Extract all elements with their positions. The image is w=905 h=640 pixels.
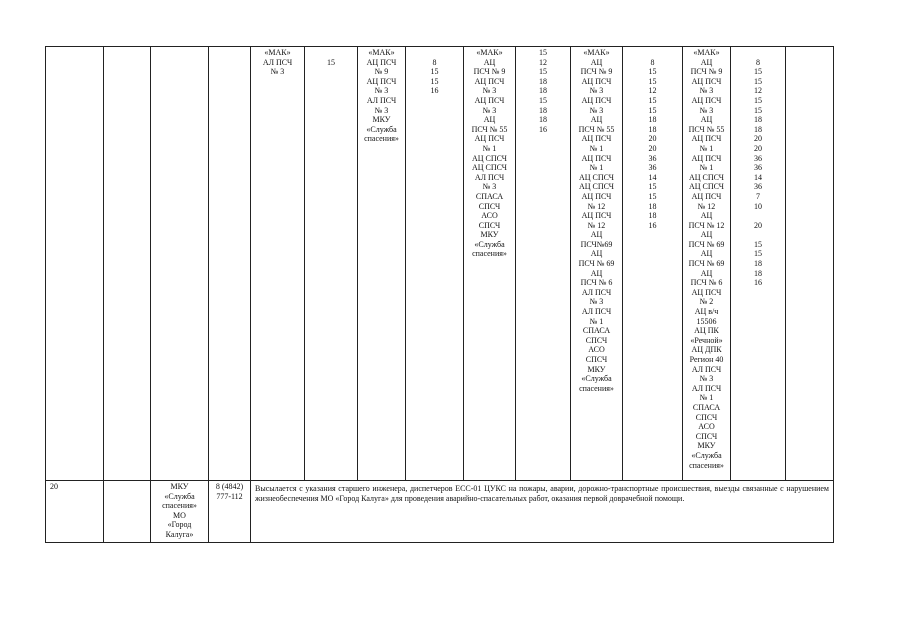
row-number: 20 bbox=[46, 481, 104, 543]
cell-times-rank5: 8 15 15 12 15 15 18 18 20 20 36 36 14 36 7 10 20 15 15 18 18 16 bbox=[731, 47, 786, 481]
cell-units-rank5: «МАК» АЦ ПСЧ № 9 АЦ ПСЧ № 3 АЦ ПСЧ № 3 АЦ ПСЧ № 55 АЦ ПСЧ № 1 АЦ ПСЧ № 1 АЦ СПСЧ АЦ СПСЧ АЦ ПСЧ № 12 АЦ ПСЧ № 12 АЦ ПСЧ № 69 АЦ ПСЧ № 69 АЦ ПСЧ № 6 АЦ ПСЧ № 2 АЦ в/ч 15506 АЦ ПК «Речной» АЦ ДПК Регион 40 АЛ ПСЧ № 3 АЛ ПСЧ № 1 СПАСА СПСЧ АСО СПСЧ МКУ «Служба спасения» bbox=[683, 47, 731, 481]
cell-description: Высылается с указания старшего инженера, диспетчеров ЕСС-01 ЦУКС на пожары, аварии, дорожно-транспортные происшествия, выезды связанные с нарушением жизнеобеспечения МО «Город Калуга» для проведения аварийно-спасательных работ, оказания первой доврачебной помощи. bbox=[251, 481, 834, 543]
cell-units-rank4: «МАК» АЦ ПСЧ № 9 АЦ ПСЧ № 3 АЦ ПСЧ № 3 АЦ ПСЧ № 55 АЦ ПСЧ № 1 АЦ ПСЧ № 1 АЦ СПСЧ АЦ СПСЧ АЦ ПСЧ № 12 АЦ ПСЧ № 12 АЦ ПСЧ№69 АЦ ПСЧ № 69 АЦ ПСЧ № 6 АЛ ПСЧ № 3 АЛ ПСЧ № 1 СПАСА СПСЧ АСО СПСЧ МКУ «Служба спасения» bbox=[571, 47, 623, 481]
table-row bbox=[46, 481, 834, 543]
cell-phone bbox=[209, 47, 251, 481]
cell-times-rank2: 8 15 15 16 bbox=[406, 47, 464, 481]
cell-empty bbox=[104, 47, 151, 481]
cell-units-rank3: «МАК» АЦ ПСЧ № 9 АЦ ПСЧ № 3 АЦ ПСЧ № 3 АЦ ПСЧ № 55 АЦ ПСЧ № 1 АЦ СПСЧ АЦ СПСЧ АЛ ПСЧ № 3 СПАСА СПСЧ АСО СПСЧ МКУ «Служба спасения» bbox=[464, 47, 516, 481]
cell-units-rank2: «МАК» АЦ ПСЧ № 9 АЦ ПСЧ № 3 АЛ ПСЧ № 3 МКУ «Служба спасения» bbox=[358, 47, 406, 481]
dispatch-table bbox=[45, 46, 834, 543]
cell-times-rank4: 8 15 15 12 15 15 18 18 20 20 36 36 14 15 15 18 18 16 bbox=[623, 47, 683, 481]
cell-empty bbox=[104, 481, 151, 543]
cell-times-rank3: 15 12 15 18 18 15 18 18 16 bbox=[516, 47, 571, 481]
table-row bbox=[46, 47, 834, 481]
cell-organization: МКУ «Служба спасения» МО «Город Калуга» bbox=[151, 481, 209, 543]
cell-empty bbox=[786, 47, 834, 481]
cell-organization bbox=[151, 47, 209, 481]
cell-times-rank1: 15 bbox=[305, 47, 358, 481]
cell-number bbox=[46, 47, 104, 481]
cell-phone: 8 (4842) 777-112 bbox=[209, 481, 251, 543]
cell-units-rank1: «МАК» АЛ ПСЧ № 3 bbox=[251, 47, 305, 481]
